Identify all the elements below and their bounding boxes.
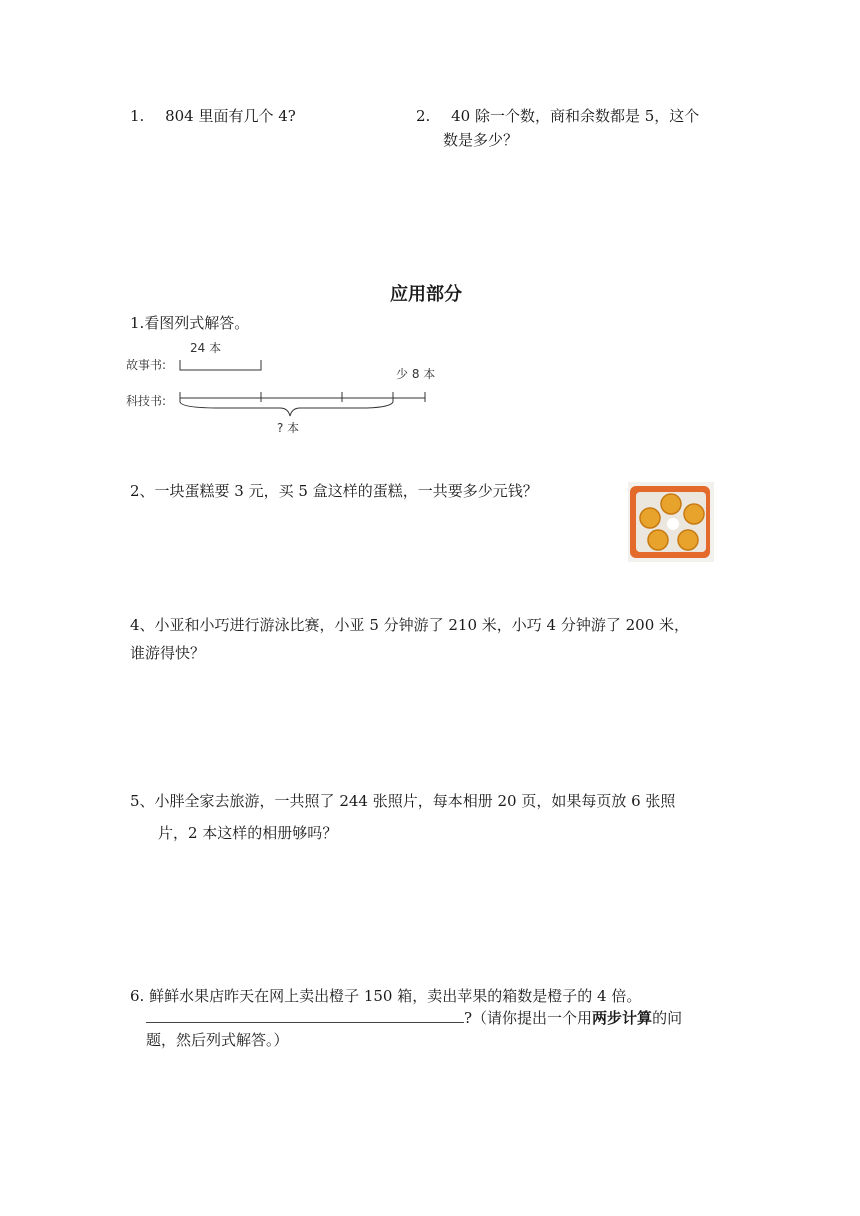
- question-number: 1.: [130, 107, 145, 125]
- story-amount-label: 24 本: [190, 341, 222, 355]
- line2-pre: ?（请你提出一个用: [464, 1009, 593, 1027]
- line2-post: 的问: [652, 1009, 683, 1027]
- science-book-label: 科技书:: [126, 394, 167, 408]
- total-brace: [180, 402, 393, 416]
- question-text-line1: 40 除一个数，商和余数都是 5，这个: [451, 107, 700, 125]
- app-question-6-line2: [146, 1008, 682, 1028]
- app-question-6-line3: 题，然后列式解答。）: [146, 1031, 289, 1049]
- calc-question-2: [416, 106, 699, 126]
- app-question-2: 2、一块蛋糕要 3 元，买 5 盒这样的蛋糕，一共要多少元钱？: [130, 482, 538, 500]
- app-question-4-line1: 4、小亚和小巧进行游泳比赛，小亚 5 分钟游了 210 米，小巧 4 分钟游了 200 米，: [130, 616, 690, 634]
- question-number: 2.: [416, 107, 431, 125]
- less-label: 少 8 本: [396, 367, 436, 381]
- question-text-line2: 数是多少？: [443, 131, 519, 149]
- section-title: 应用部分: [390, 284, 462, 305]
- app-question-6-line1: 6. 鲜鲜水果店昨天在网上卖出橙子 150 箱，卖出苹果的箱数是橙子的 4 倍。: [130, 987, 642, 1005]
- cake-box-image: [628, 482, 714, 562]
- app-question-1: 1.看图列式解答。: [130, 314, 250, 332]
- two-step-keyword: 两步计算: [592, 1009, 653, 1027]
- story-book-segment: [180, 360, 261, 370]
- unknown-label: ? 本: [277, 421, 300, 435]
- story-book-label: 故事书:: [126, 358, 167, 372]
- answer-blank[interactable]: [146, 1008, 464, 1023]
- app-question-5-line2: 片，2 本这样的相册够吗？: [158, 824, 338, 842]
- app-question-5-line1: 5、小胖全家去旅游，一共照了 244 张照片，每本相册 20 页，如果每页放 6 张照: [130, 792, 676, 810]
- segment-diagram: [120, 336, 450, 440]
- question-text: 804 里面有几个 4?: [165, 107, 296, 125]
- calc-question-1: [130, 106, 296, 126]
- app-question-4-line2: 谁游得快？: [130, 644, 206, 662]
